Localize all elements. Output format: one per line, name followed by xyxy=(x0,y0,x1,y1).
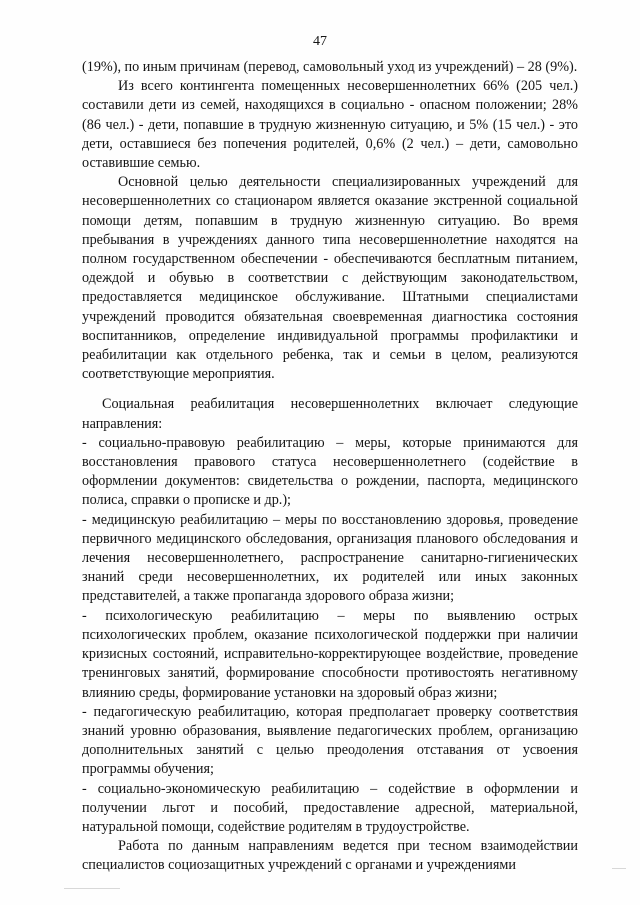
list-item-medical: - медицинскую реабилитацию – меры по восстановлению здоровья, проведение первичного медицинского обследования, организация планового обследования и лечения несовершеннолетнего, распространение санитарно-гигиенических знаний среди несовершеннолетних, их родителей или иных законных представителей, а также пропаганда здорового образа жизни; xyxy=(82,511,578,605)
list-item-psychological: - психологическую реабилитацию – меры по выявлению острых психологических проблем, оказание психологической поддержки при наличии кризисных состояний, исправительно-корректирующее воздействие, проведение тренинговых занятий, формирование способности противостоять негативному влиянию среды, формирование установки на здоровый образ жизни; xyxy=(82,607,578,701)
list-item-social-legal: - социально-правовую реабилитацию – меры, которые принимаются для восстановления правового статуса несовершеннолетнего (содействие в оформлении документов: свидетельства о рождении, паспорта, медицинского полиса, справки о прописке и др.); xyxy=(82,434,578,509)
body-text xyxy=(82,58,578,876)
scan-artifact-bottom-right xyxy=(612,868,626,869)
paragraph-main-goal: Основной целью деятельности специализированных учреждений для несовершеннолетних со стационаром является оказание экстренной социальной помощи детям, попавшим в трудную жизненную ситуацию. Во время пребывания в учреждениях данного типа несовершеннолетние находятся на полном государственном обеспечении - обеспечиваются бесплатным питанием, одеждой и обувью в соответствии с действующим законодательством, предоставляется медицинское обслуживание. Штатными специалистами учреждений проводится обязательная своевременная диагностика состояния воспитанников, определение индивидуальной программы профилактики и реабилитации как отдельного ребенка, так и семьи в целом, реализуются соответствующие мероприятия. xyxy=(82,174,578,383)
scan-artifact-bottom-left xyxy=(64,888,120,889)
list-item-socio-economic: - социально-экономическую реабилитацию – содействие в оформлении и получении льгот и пособий, предоставление адресной, материальной, натуральной помощи, содействие родителям в трудоустройстве. xyxy=(82,780,578,835)
paragraph-continuation: (19%), по иным причинам (перевод, самовольный уход из учреждений) – 28 (9%). xyxy=(82,59,578,75)
page-number: 47 xyxy=(313,34,327,49)
list-item-pedagogical: - педагогическую реабилитацию, которая предполагает проверку соответствия знаний уровню образования, выявление педагогических проблем, организацию дополнительных занятий с целью преодоления отставания от усвоения программы обучения; xyxy=(82,703,578,778)
paragraph-rehab-intro: Социальная реабилитация несовершеннолетних включает следующие направления: xyxy=(82,396,578,432)
paragraph-contingent: Из всего контингента помещенных несовершеннолетних 66% (205 чел.) составили дети из семей, находящихся в социально - опасном положении; 28% (86 чел.) - дети, попавшие в трудную жизненную ситуацию, и 5% (15 чел.) - это дети, оставшиеся без попечения родителей, 0,6% (2 чел.) – дети, самовольно оставившие семью. xyxy=(82,78,578,172)
paragraph-cooperation: Работа по данным направлениям ведется при тесном взаимодействии специалистов социозащитных учреждений с органами и учреждениями xyxy=(82,838,578,874)
